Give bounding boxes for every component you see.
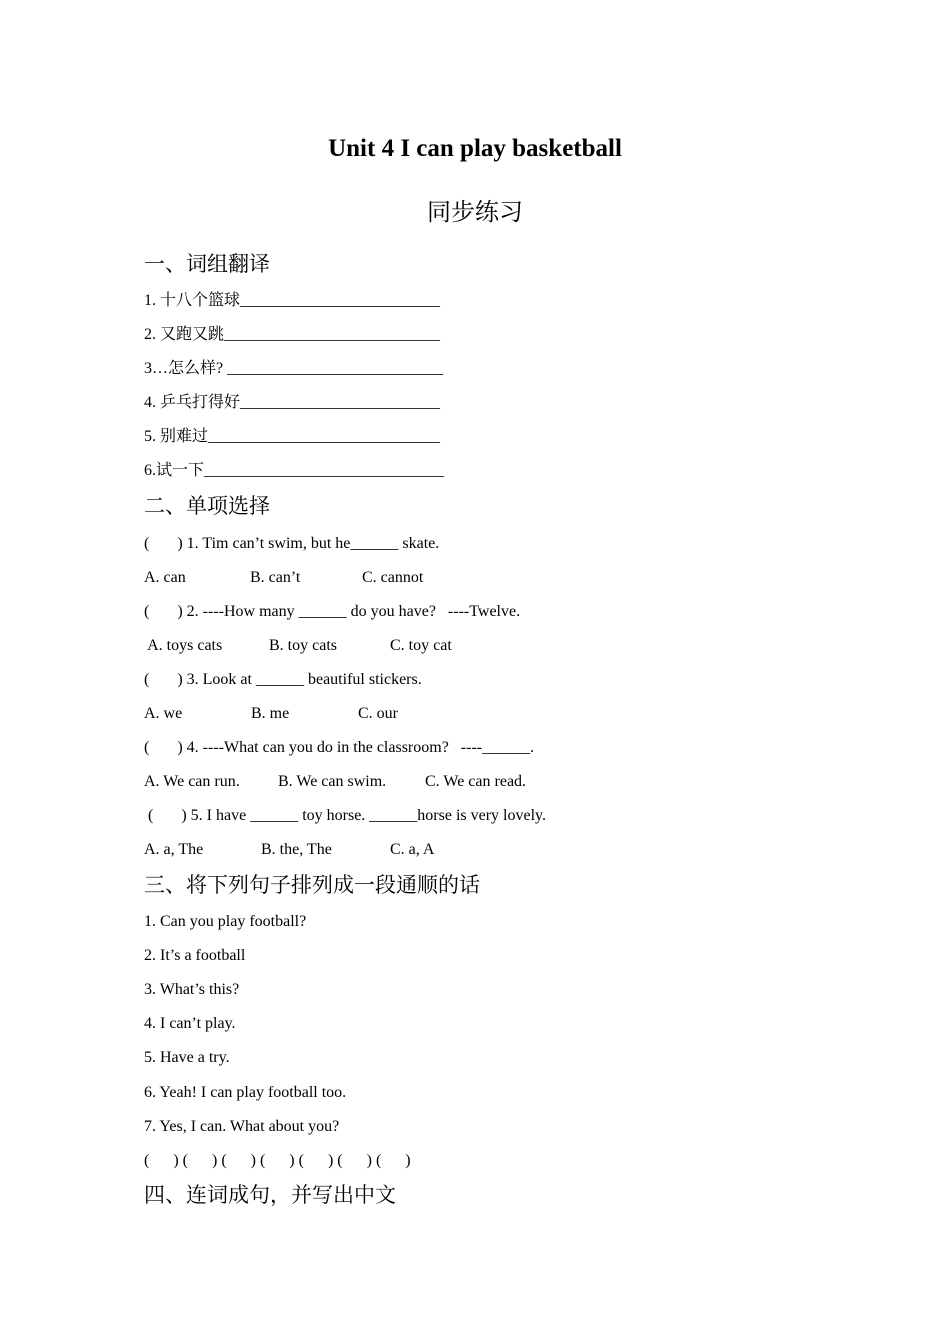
option-b: B. me: [251, 705, 290, 722]
question-5: ( ) 5. I have ______ toy horse. ______horse is very lovely.: [144, 807, 546, 824]
sentence-item: 6. Yeah! I can play football too.: [144, 1084, 347, 1101]
section-4-heading: 四、连词成句，并写出中文: [144, 1183, 396, 1207]
option-c: C. cannot: [362, 569, 424, 586]
sentence-item: 5. Have a try.: [144, 1049, 230, 1066]
translation-item: 5. 别难过_____________________________: [144, 428, 441, 445]
sentence-item: 2. It’s a football: [144, 947, 246, 964]
translation-item: 1. 十八个篮球_________________________: [144, 292, 441, 309]
sentence-item: 3. What’s this?: [144, 981, 240, 998]
section-2-heading: 二、单项选择: [144, 494, 270, 518]
question-2-options: [144, 635, 844, 657]
option-b: B. can’t: [250, 569, 301, 586]
section-3-heading: 三、将下列句子排列成一段通顺的话: [144, 873, 480, 897]
option-b: B. toy cats: [269, 637, 337, 654]
option-b: B. We can swim.: [278, 773, 387, 790]
option-a: A. a, The: [144, 841, 204, 858]
sentence-item: 4. I can’t play.: [144, 1015, 236, 1032]
section-1-heading: 一、词组翻译: [144, 252, 270, 276]
question-1: ( ) 1. Tim can’t swim, but he______ skate.: [144, 535, 440, 552]
translation-item: 2. 又跑又跳___________________________: [144, 326, 441, 343]
question-1-options: [144, 567, 844, 589]
translation-item: 4. 乒乓打得好_________________________: [144, 394, 441, 411]
translation-item: 3…怎么样? ___________________________: [144, 360, 444, 377]
sentence-item: 7. Yes, I can. What about you?: [144, 1118, 340, 1135]
option-c: C. our: [358, 705, 398, 722]
sentence-item: 1. Can you play football?: [144, 913, 307, 930]
option-a: A. toys cats: [144, 637, 223, 654]
page-subtitle: 同步练习: [427, 198, 523, 226]
question-3: ( ) 3. Look at ______ beautiful stickers.: [144, 671, 422, 688]
question-2: ( ) 2. ----How many ______ do you have? ----Twelve.: [144, 603, 521, 620]
question-5-options: [144, 839, 844, 861]
option-c: C. toy cat: [390, 637, 452, 654]
option-c: C. We can read.: [425, 773, 527, 790]
question-4: ( ) 4. ----What can you do in the classroom? ----______.: [144, 739, 535, 756]
option-b: B. the, The: [261, 841, 332, 858]
option-c: C. a, A: [390, 841, 435, 858]
option-a: A. we: [144, 705, 183, 722]
option-a: A. We can run.: [144, 773, 240, 790]
translation-item: 6.试一下______________________________: [144, 462, 445, 479]
answer-blanks: ( ) ( ) ( ) ( ) ( ) ( ) ( ): [144, 1152, 411, 1169]
question-4-options: [144, 771, 844, 793]
option-a: A. can: [144, 569, 186, 586]
question-3-options: [144, 703, 844, 725]
page-title: Unit 4 I can play basketball: [328, 135, 622, 162]
